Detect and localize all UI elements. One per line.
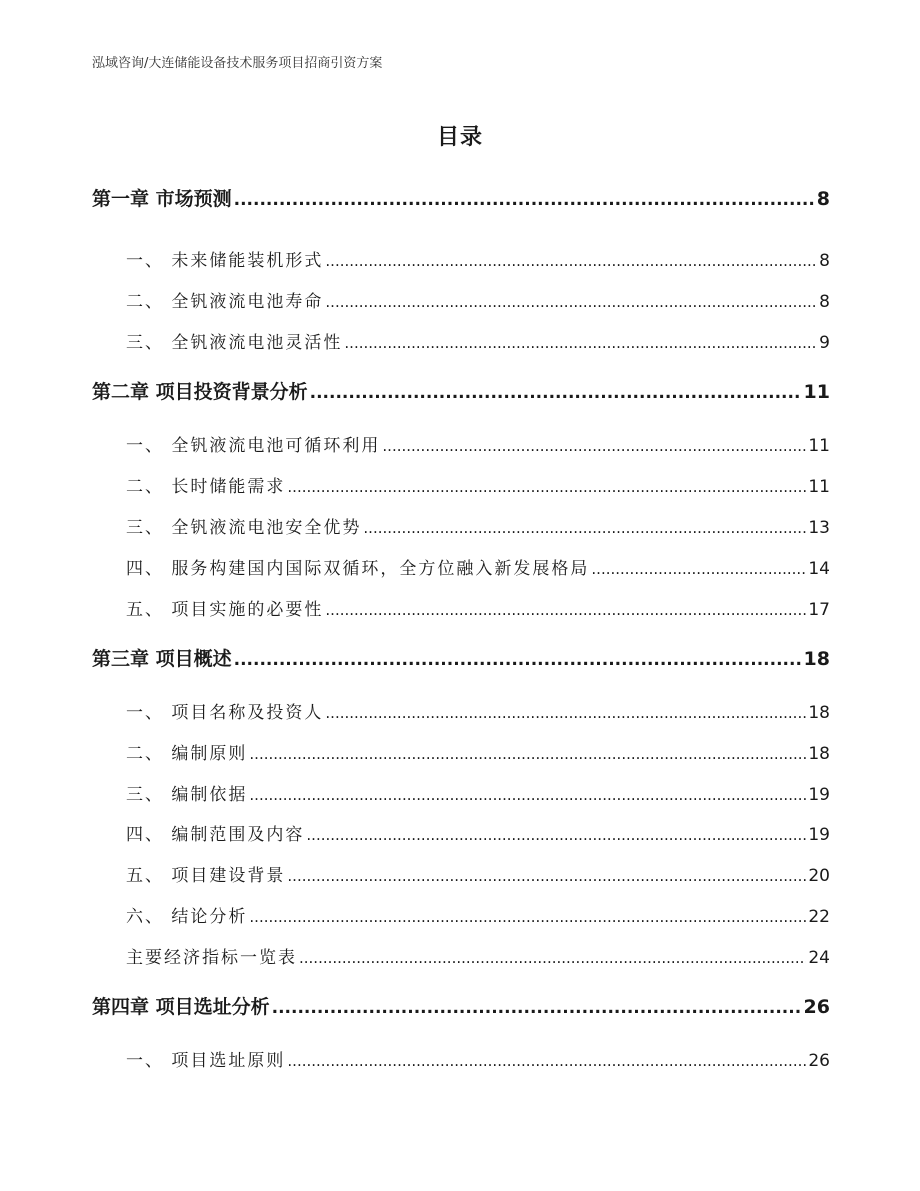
dot-leader (363, 519, 806, 537)
toc-chapter-1[interactable] (92, 184, 830, 211)
dot-leader (249, 908, 806, 926)
toc-page-number: 11 (808, 477, 830, 497)
dot-leader (306, 826, 806, 844)
toc-entry-label: 第三章 项目概述 (92, 648, 232, 670)
toc-page-number: 26 (808, 1051, 830, 1071)
toc-entry-label: 第一章 市场预测 (92, 188, 232, 210)
dot-leader (325, 704, 806, 722)
dot-leader (382, 437, 806, 455)
toc-page-number: 19 (808, 825, 830, 845)
dot-leader (287, 478, 806, 496)
dot-leader (287, 1052, 806, 1070)
toc-entry-label: 一、 项目名称及投资人 (126, 703, 324, 723)
dot-leader (310, 383, 802, 403)
toc-entry-label: 六、 结论分析 (126, 907, 248, 927)
toc-section[interactable] (126, 246, 830, 271)
toc-section[interactable] (126, 554, 830, 579)
dot-leader (287, 867, 806, 885)
toc-entry-label: 三、 全钒液流电池安全优势 (126, 518, 362, 538)
toc-section[interactable] (126, 698, 830, 723)
toc-page-number: 18 (803, 648, 830, 670)
toc-chapter-4[interactable] (92, 992, 830, 1019)
dot-leader (591, 560, 806, 578)
toc-entry-label: 主要经济指标一览表 (126, 948, 297, 968)
toc-section[interactable] (126, 780, 830, 805)
toc-page-number: 22 (808, 907, 830, 927)
dot-leader (299, 949, 806, 967)
toc-section[interactable] (126, 595, 830, 620)
toc-entry-label: 一、 未来储能装机形式 (126, 251, 324, 271)
dot-leader (325, 293, 817, 311)
toc-page-number: 18 (808, 744, 830, 764)
toc-page-number: 26 (803, 996, 830, 1018)
toc-page-number: 14 (808, 559, 830, 579)
toc-entry-label: 四、 编制范围及内容 (126, 825, 305, 845)
running-header: 泓域咨询/大连储能设备技术服务项目招商引资方案 (92, 56, 383, 71)
toc-section[interactable] (126, 943, 830, 968)
toc-section[interactable] (126, 1046, 830, 1071)
dot-leader (234, 190, 815, 210)
toc-title: 目录 (436, 125, 483, 150)
toc-section[interactable] (126, 861, 830, 886)
toc-page-number: 11 (808, 436, 830, 456)
dot-leader (234, 650, 802, 670)
toc-section[interactable] (126, 902, 830, 927)
toc-entry-label: 一、 项目选址原则 (126, 1051, 286, 1071)
toc-section[interactable] (126, 431, 830, 456)
toc-page-number: 17 (808, 600, 830, 620)
toc-entry-label: 二、 全钒液流电池寿命 (126, 292, 324, 312)
toc-section[interactable] (126, 472, 830, 497)
toc-page-number: 9 (819, 333, 830, 353)
dot-leader (344, 334, 817, 352)
toc-page-number: 24 (808, 948, 830, 968)
toc-section[interactable] (126, 513, 830, 538)
toc-page-number: 8 (819, 251, 830, 271)
dot-leader (249, 745, 806, 763)
dot-leader (272, 998, 802, 1018)
toc-page-number: 8 (819, 292, 830, 312)
toc-chapter-2[interactable] (92, 377, 830, 404)
toc-entry-label: 五、 项目实施的必要性 (126, 600, 324, 620)
toc-entry-label: 第四章 项目选址分析 (92, 996, 270, 1018)
toc-section[interactable] (126, 739, 830, 764)
toc-entry-label: 四、 服务构建国内国际双循环，全方位融入新发展格局 (126, 559, 590, 579)
toc-entry-label: 三、 编制依据 (126, 785, 248, 805)
dot-leader (249, 786, 806, 804)
toc-entry-label: 五、 项目建设背景 (126, 866, 286, 886)
toc-page-number: 13 (808, 518, 830, 538)
dot-leader (325, 252, 817, 270)
toc-page-number: 8 (816, 188, 830, 210)
toc-page-number: 19 (808, 785, 830, 805)
toc-section[interactable] (126, 328, 830, 353)
toc-page-number: 20 (808, 866, 830, 886)
toc-chapter-3[interactable] (92, 644, 830, 671)
toc-entry-label: 第二章 项目投资背景分析 (92, 381, 308, 403)
toc-page-number: 11 (803, 381, 830, 403)
toc-section[interactable] (126, 287, 830, 312)
toc-section[interactable] (126, 820, 830, 845)
toc-entry-label: 三、 全钒液流电池灵活性 (126, 333, 343, 353)
toc-entry-label: 二、 长时储能需求 (126, 477, 286, 497)
toc-entry-label: 二、 编制原则 (126, 744, 248, 764)
toc-entry-label: 一、 全钒液流电池可循环利用 (126, 436, 381, 456)
toc-page-number: 18 (808, 703, 830, 723)
dot-leader (325, 601, 806, 619)
